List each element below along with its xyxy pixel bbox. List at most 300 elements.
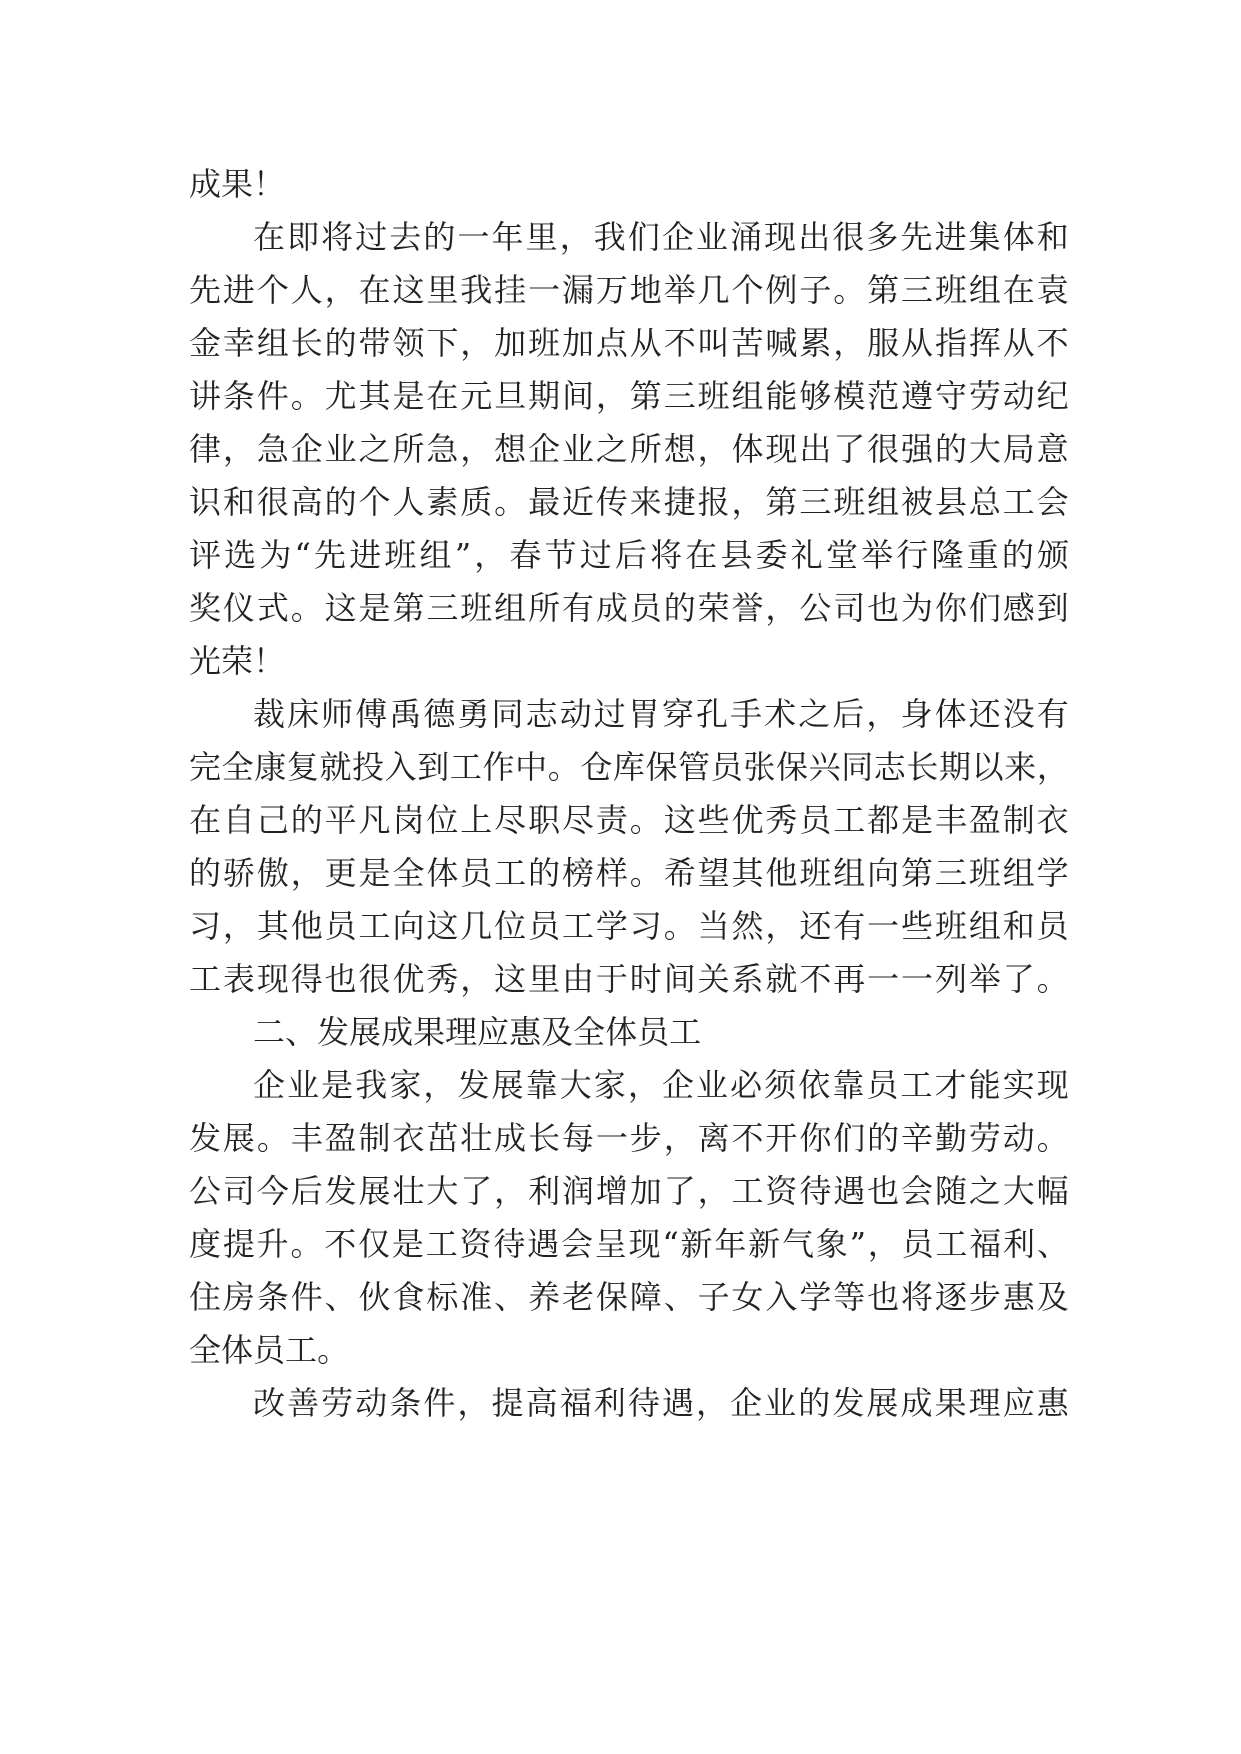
text-char: 一	[867, 960, 900, 998]
text-char: 尽	[494, 801, 527, 839]
text-char: 员	[799, 801, 832, 839]
text-char: 展	[491, 1066, 524, 1104]
text-char: 企	[253, 1066, 286, 1104]
text-char: 的	[867, 1119, 900, 1157]
text-char: 传	[595, 483, 628, 521]
text-char: 资	[765, 1172, 798, 1210]
text-char: 全	[392, 854, 425, 892]
text-char: 们	[968, 589, 1001, 627]
text-char: 平	[324, 801, 357, 839]
text-char: 出	[799, 430, 832, 468]
text-char: 关	[697, 960, 730, 998]
text-char: 及	[541, 1013, 574, 1051]
text-char: 这	[494, 960, 527, 998]
text-char: 工	[1002, 483, 1035, 521]
text-char: 将	[650, 536, 683, 574]
text-char: 工	[189, 960, 222, 998]
text-char: 报	[697, 483, 730, 521]
text-char: 遵	[901, 377, 934, 415]
text-char: 年	[491, 218, 524, 256]
text-char: ，	[494, 1172, 527, 1210]
text-char: 入	[765, 1278, 798, 1316]
text-char: 于	[595, 960, 628, 998]
text-char: 讲	[189, 377, 222, 415]
text-char: 发	[324, 1172, 357, 1210]
text-char: 发	[457, 1066, 490, 1104]
text-char: 成	[900, 1384, 933, 1422]
text-char: 一	[867, 907, 900, 945]
text-char: 工	[561, 907, 594, 945]
text-char: 第	[901, 854, 934, 892]
text-char: 成	[189, 165, 222, 203]
text-char: 三	[901, 271, 934, 309]
text-line	[189, 794, 1069, 847]
text-char: 体	[934, 695, 967, 733]
text-line	[189, 953, 1069, 1006]
text-char: 集	[968, 218, 1001, 256]
text-char: 纪	[1036, 377, 1069, 415]
text-char: 也	[324, 960, 357, 998]
text-char: 举	[968, 960, 1001, 998]
text-char: 组	[968, 271, 1001, 309]
text-char: ，	[697, 430, 730, 468]
text-char: 习	[189, 907, 222, 945]
text-char: 先	[900, 218, 933, 256]
text-line	[189, 1218, 1069, 1271]
text-char: 班	[384, 536, 417, 574]
text-char: 在	[189, 801, 222, 839]
text-char: 组	[494, 589, 527, 627]
text-char: 大	[1002, 1172, 1035, 1210]
text-char: 是	[358, 589, 391, 627]
text-char: 荣	[697, 589, 730, 627]
text-char: 大	[559, 1066, 592, 1104]
text-char: 呈	[594, 1225, 627, 1263]
text-char: 才	[934, 1066, 967, 1104]
text-char: 业	[696, 218, 729, 256]
text-char: 福	[559, 1384, 592, 1422]
text-char: 。	[833, 271, 866, 309]
text-char: 身	[900, 695, 933, 733]
text-char: 保	[645, 748, 678, 786]
text-char: 班	[968, 854, 1001, 892]
text-char: 就	[319, 748, 352, 786]
text-char: 在	[358, 271, 391, 309]
text-line	[189, 1165, 1069, 1218]
text-line	[189, 741, 1069, 794]
text-char: 家	[389, 1066, 422, 1104]
text-char: 公	[189, 1172, 222, 1210]
text-char: 制	[358, 1119, 391, 1157]
text-char: 靠	[525, 1066, 558, 1104]
text-char: 人	[290, 271, 323, 309]
text-char: 班	[833, 483, 866, 521]
text-char: 所	[629, 430, 662, 468]
text-char: 旦	[494, 377, 527, 415]
text-char: 也	[867, 1278, 900, 1316]
text-char: 过	[355, 218, 388, 256]
text-char: 、	[663, 1278, 696, 1316]
text-char: 劳	[968, 377, 1001, 415]
text-char: 时	[629, 960, 662, 998]
text-line	[189, 476, 1069, 529]
text-char: 间	[663, 960, 696, 998]
text-char: 的	[663, 589, 696, 627]
text-char: 工	[425, 1225, 458, 1263]
text-char: 成	[595, 589, 628, 627]
text-char: 志	[873, 748, 906, 786]
text-char: 就	[765, 960, 798, 998]
text-char: 人	[392, 483, 425, 521]
text-char: 律	[189, 430, 222, 468]
text-char: 同	[491, 695, 524, 733]
text-char: ，	[222, 430, 255, 468]
text-char: 了	[833, 430, 866, 468]
text-char: 丰	[290, 1119, 323, 1157]
text-char: 气	[781, 1225, 814, 1263]
text-char: 理	[968, 1384, 1001, 1422]
text-char: 仪	[222, 589, 255, 627]
text-char: 望	[697, 854, 730, 892]
text-char: 元	[460, 377, 493, 415]
text-char: 礼	[790, 536, 823, 574]
text-char: 提	[491, 1384, 524, 1422]
text-char: 很	[832, 218, 865, 256]
text-char: 没	[1002, 695, 1035, 733]
text-char: 识	[189, 483, 222, 521]
text-char: 第	[629, 377, 662, 415]
text-char: 当	[697, 907, 730, 945]
text-char: 幸	[222, 324, 255, 362]
text-char: 班	[697, 377, 730, 415]
text-char: 果	[221, 165, 254, 203]
text-char: 下	[426, 324, 459, 362]
text-char: 发	[832, 1384, 865, 1422]
text-char: 我	[355, 1066, 388, 1104]
text-char: 业	[324, 430, 357, 468]
text-char: 很	[256, 483, 289, 521]
text-char: 习	[629, 907, 662, 945]
text-char: 靠	[832, 1066, 865, 1104]
text-char: 将	[901, 1278, 934, 1316]
text-char: 胃	[627, 695, 660, 733]
text-char: 得	[290, 960, 323, 998]
text-char: 在	[1002, 271, 1035, 309]
text-char: 不	[663, 324, 696, 362]
text-char: 会	[560, 1225, 593, 1263]
text-char: 工	[449, 748, 482, 786]
text-char: 我	[460, 271, 493, 309]
text-char: 了	[1002, 960, 1035, 998]
text-char: 后	[290, 1172, 323, 1210]
text-char: 随	[934, 1172, 967, 1210]
text-char: 现	[765, 430, 798, 468]
text-line	[189, 1377, 1069, 1430]
text-char: 动	[355, 1384, 388, 1422]
text-char: ，	[460, 324, 493, 362]
text-char: 张	[743, 748, 776, 786]
text-char: 和	[1036, 218, 1069, 256]
text-char: 表	[222, 960, 255, 998]
text-char: 标	[426, 1278, 459, 1316]
text-char: 也	[867, 589, 900, 627]
text-char: 养	[528, 1278, 561, 1316]
text-char: 投	[352, 748, 385, 786]
text-char: 隆	[931, 536, 964, 574]
text-char: 职	[528, 801, 561, 839]
text-char: 食	[392, 1278, 425, 1316]
text-char: 和	[222, 483, 255, 521]
text-char: 盈	[324, 1119, 357, 1157]
text-char: 企	[528, 430, 561, 468]
text-char: 局	[1002, 430, 1035, 468]
text-char: 员	[866, 1066, 899, 1104]
text-char: 企	[661, 218, 694, 256]
text-line	[189, 529, 1069, 582]
text-char: 模	[833, 377, 866, 415]
text-char: 在	[426, 377, 459, 415]
text-char: 。	[547, 748, 580, 786]
text-char: 是	[901, 801, 934, 839]
text-char: ，	[474, 536, 507, 574]
text-char: 之	[968, 1172, 1001, 1210]
text-char: 员	[637, 1013, 670, 1051]
text-char: 第	[392, 589, 425, 627]
text-char: 动	[1002, 1119, 1035, 1157]
text-char: 应	[477, 1013, 510, 1051]
text-char: 再	[833, 960, 866, 998]
text-char: ，	[697, 1172, 730, 1210]
text-char: 衣	[1036, 801, 1069, 839]
text-char: 带	[358, 324, 391, 362]
text-char: 委	[755, 536, 788, 574]
text-char: 之	[358, 430, 391, 468]
text-char: 及	[1036, 1278, 1069, 1316]
text-char: 作	[482, 748, 515, 786]
text-char: 学	[799, 1278, 832, 1316]
text-char: 的	[324, 324, 357, 362]
text-char: 不	[731, 1119, 764, 1157]
text-char: 的	[934, 430, 967, 468]
text-char: 们	[627, 218, 660, 256]
text-char: 等	[833, 1278, 866, 1316]
text-char: 。	[290, 589, 323, 627]
text-char: 万	[595, 271, 628, 309]
text-char: 待	[493, 1225, 526, 1263]
text-char: 漏	[561, 271, 594, 309]
text-char: 管	[678, 748, 711, 786]
text-char: 床	[287, 695, 320, 733]
text-char: 个	[358, 483, 391, 521]
text-char: 。	[629, 854, 662, 892]
text-char: 润	[561, 1172, 594, 1210]
text-char: 组	[1002, 854, 1035, 892]
text-char: “	[662, 1225, 679, 1263]
text-char: 勇	[457, 695, 490, 733]
text-line	[189, 370, 1069, 423]
text-char: 班	[460, 589, 493, 627]
text-char: 不	[799, 960, 832, 998]
text-char: 苦	[731, 324, 764, 362]
text-char: 工	[358, 907, 391, 945]
text-char: 会	[901, 1172, 934, 1210]
text-char: 和	[1002, 907, 1035, 945]
text-char: 间	[561, 377, 594, 415]
text-char: 实	[1002, 1066, 1035, 1104]
text-char: 待	[799, 1172, 832, 1210]
text-char: 长	[528, 1119, 561, 1157]
text-char: 班	[799, 854, 832, 892]
text-char: 先	[189, 271, 222, 309]
text-line	[189, 900, 1069, 953]
text-char: 即	[287, 218, 320, 256]
text-char: 组	[256, 324, 289, 362]
text-char: 优	[392, 960, 425, 998]
text-char: 第	[765, 483, 798, 521]
text-char: 全	[573, 1013, 606, 1051]
text-char: ，	[833, 324, 866, 362]
text-char: 动	[1002, 377, 1035, 415]
text-char: 裁	[253, 695, 286, 733]
text-char: 障	[629, 1278, 662, 1316]
text-char: 子	[799, 271, 832, 309]
text-char: 保	[595, 1278, 628, 1316]
text-char: 几	[460, 907, 493, 945]
text-char: 地	[629, 271, 662, 309]
text-char: 制	[1002, 801, 1035, 839]
text-char: 逐	[934, 1278, 967, 1316]
text-char: 今	[256, 1172, 289, 1210]
text-char: 体	[426, 854, 459, 892]
text-char: 在	[253, 218, 286, 256]
text-char: 选	[224, 536, 257, 574]
text-char: 来	[629, 483, 662, 521]
text-char: 位	[494, 907, 527, 945]
text-char: 三	[799, 483, 832, 521]
text-char: 想	[494, 430, 527, 468]
text-line	[189, 1059, 1069, 1112]
text-char: 凡	[358, 801, 391, 839]
text-line	[189, 1324, 1069, 1377]
text-char: 盈	[968, 801, 1001, 839]
text-char: 动	[559, 695, 592, 733]
text-char: 会	[1036, 483, 1069, 521]
text-char: 后	[614, 536, 647, 574]
text-char: 来	[1004, 748, 1037, 786]
text-char: 急	[256, 430, 289, 468]
text-char: 想	[663, 430, 696, 468]
text-char: ！	[253, 642, 286, 680]
text-char: 这	[663, 801, 696, 839]
text-char: 光	[189, 642, 222, 680]
text-char: 高	[525, 1384, 558, 1422]
text-char: 列	[934, 960, 967, 998]
text-char: ，	[627, 1066, 660, 1104]
text-char: 复	[286, 748, 319, 786]
text-char: 业	[287, 1066, 320, 1104]
text-char: 这	[392, 271, 425, 309]
text-char: 果	[413, 1013, 446, 1051]
text-char: 件	[423, 1384, 456, 1422]
text-char: 员	[901, 1225, 934, 1263]
text-char: 强	[901, 430, 934, 468]
text-char: 了	[663, 1172, 696, 1210]
text-char: 傲	[256, 854, 289, 892]
text-char: 丰	[934, 801, 967, 839]
text-char: 步	[968, 1278, 1001, 1316]
text-char: 新	[680, 1225, 713, 1263]
text-char: 的	[189, 854, 222, 892]
text-char: 劳	[321, 1384, 354, 1422]
text-char: 从	[629, 324, 662, 362]
text-char: 颁	[1036, 536, 1069, 574]
text-char: 所	[392, 430, 425, 468]
text-char: 发	[317, 1013, 350, 1051]
text-char: ，	[765, 907, 798, 945]
text-char: 保	[775, 748, 808, 786]
text-char: 劳	[968, 1119, 1001, 1157]
text-char: ，	[1036, 748, 1069, 786]
text-char: 条	[256, 1278, 289, 1316]
text-char: 质	[460, 483, 493, 521]
text-char: 誉	[731, 589, 764, 627]
text-char: 评	[189, 536, 222, 574]
text-char: 工	[731, 1172, 764, 1210]
text-char: 上	[460, 801, 493, 839]
text-char: ，	[731, 483, 764, 521]
text-char: 员	[460, 854, 493, 892]
text-char: 应	[1002, 1384, 1035, 1422]
text-char: 是	[391, 1225, 424, 1263]
text-char: 果	[934, 1384, 967, 1422]
text-char: 班	[934, 271, 967, 309]
text-char: 。	[290, 377, 323, 415]
text-char: 库	[612, 748, 645, 786]
text-char: 年	[714, 1225, 747, 1263]
text-char: 挂	[494, 271, 527, 309]
text-char: 业	[561, 430, 594, 468]
text-char: 更	[324, 854, 357, 892]
text-char: 后	[832, 695, 865, 733]
text-char: 入	[384, 748, 417, 786]
text-char: 公	[799, 589, 832, 627]
text-char: 行	[896, 536, 929, 574]
text-char: 遇	[527, 1225, 560, 1263]
text-char: 班	[528, 324, 561, 362]
text-char: 员	[528, 907, 561, 945]
text-char: ，	[324, 271, 357, 309]
text-char: 还	[968, 695, 1001, 733]
text-char: 完	[189, 748, 222, 786]
text-char: 责	[595, 801, 628, 839]
text-char: 壮	[460, 1119, 493, 1157]
text-char: 涌	[730, 218, 763, 256]
text-char: 现	[1036, 1066, 1069, 1104]
text-char: 县	[720, 536, 753, 574]
text-char: 进	[934, 218, 967, 256]
text-char: 先	[314, 536, 347, 574]
text-char: 增	[595, 1172, 628, 1210]
text-char: 感	[1002, 589, 1035, 627]
text-char: 由	[561, 960, 594, 998]
text-char: ，	[460, 430, 493, 468]
text-line	[189, 158, 1069, 211]
text-char: 组	[419, 536, 452, 574]
text-char: 工	[833, 801, 866, 839]
text-char: ，	[559, 218, 592, 256]
text-char: 须	[764, 1066, 797, 1104]
text-char: 之	[798, 695, 831, 733]
